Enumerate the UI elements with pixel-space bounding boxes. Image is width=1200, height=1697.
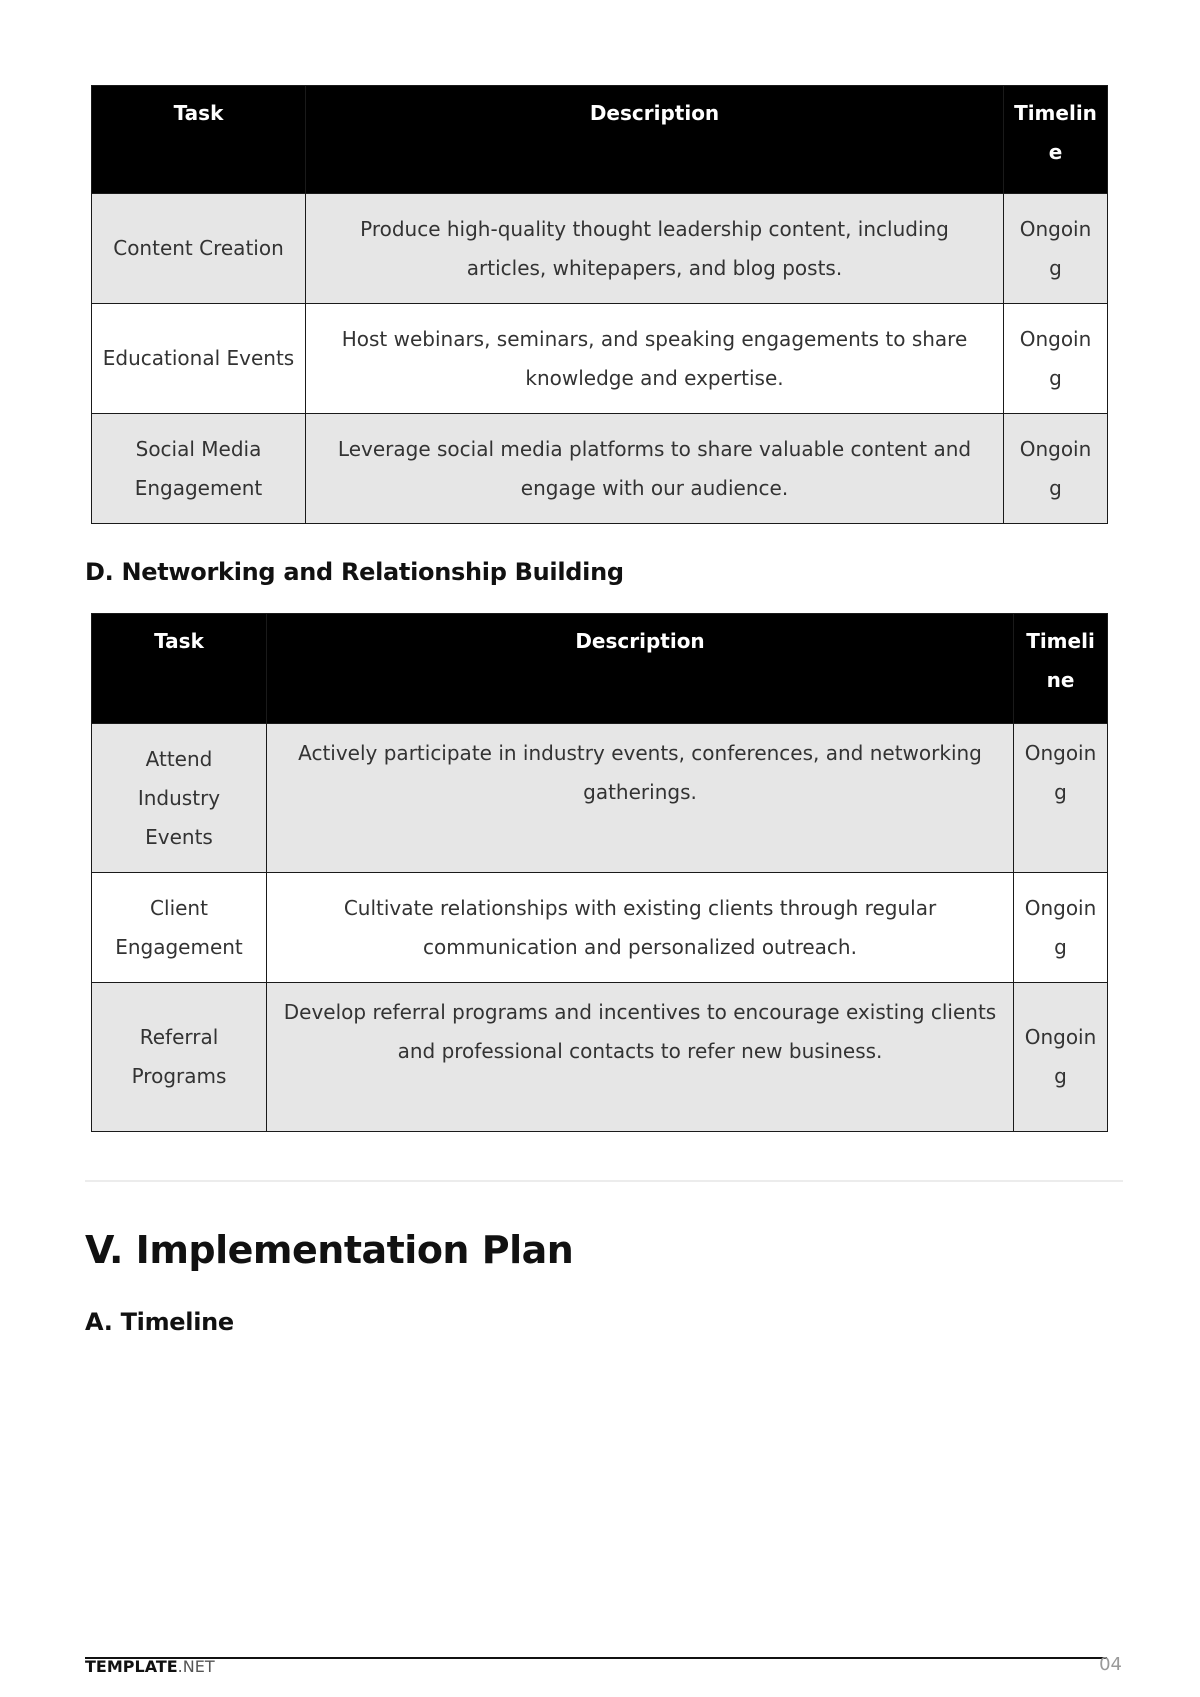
table-row [92,724,1108,873]
page-number: 04 [1099,1654,1122,1675]
thought-leadership-table [91,85,1108,524]
subsection-heading: A. Timeline [85,1308,234,1336]
description-cell: Actively participate in industry events, conferences, and networking gatherings. [267,724,1014,873]
table-header-row [92,614,1108,724]
timeline-cell: Ongoing [1014,873,1108,983]
description-cell: Produce high-quality thought leadership content, including articles, whitepapers, and blog posts. [306,194,1004,304]
footer-logo-bold: TEMPLATE [85,1657,178,1676]
header-description: Description [306,86,1004,194]
task-cell: Content Creation [92,194,306,304]
task-cell: Educational Events [92,304,306,414]
header-description: Description [267,614,1014,724]
task-cell: Referral Programs [92,983,267,1132]
timeline-cell: Ongoing [1014,983,1108,1132]
table-row [92,414,1108,524]
description-cell: Leverage social media platforms to share valuable content and engage with our audience. [306,414,1004,524]
header-timeline: Timeline [1004,86,1108,194]
table-row [92,873,1108,983]
header-timeline: Timeline [1014,614,1108,724]
description-cell: Cultivate relationships with existing clients through regular communication and personalized outreach. [267,873,1014,983]
section-title: V. Implementation Plan [85,1228,574,1272]
header-task: Task [92,614,267,724]
section-heading: D. Networking and Relationship Building [85,558,624,586]
table-row [92,983,1108,1132]
footer-logo [85,1657,215,1676]
header-task: Task [92,86,306,194]
table-row [92,304,1108,414]
table-header-row [92,86,1108,194]
task-cell: Attend Industry Events [92,724,267,873]
table-row [92,194,1108,304]
timeline-cell: Ongoing [1014,724,1108,873]
timeline-cell: Ongoing [1004,414,1108,524]
description-cell: Develop referral programs and incentives to encourage existing clients and professional contacts to refer new business. [267,983,1014,1132]
footer-rule [85,1657,1107,1659]
section-divider [85,1180,1123,1182]
timeline-cell: Ongoing [1004,194,1108,304]
footer-logo-light: .NET [177,1657,215,1676]
networking-table [91,613,1108,1132]
task-cell: Client Engagement [92,873,267,983]
task-cell: Social Media Engagement [92,414,306,524]
timeline-cell: Ongoing [1004,304,1108,414]
description-cell: Host webinars, seminars, and speaking engagements to share knowledge and expertise. [306,304,1004,414]
